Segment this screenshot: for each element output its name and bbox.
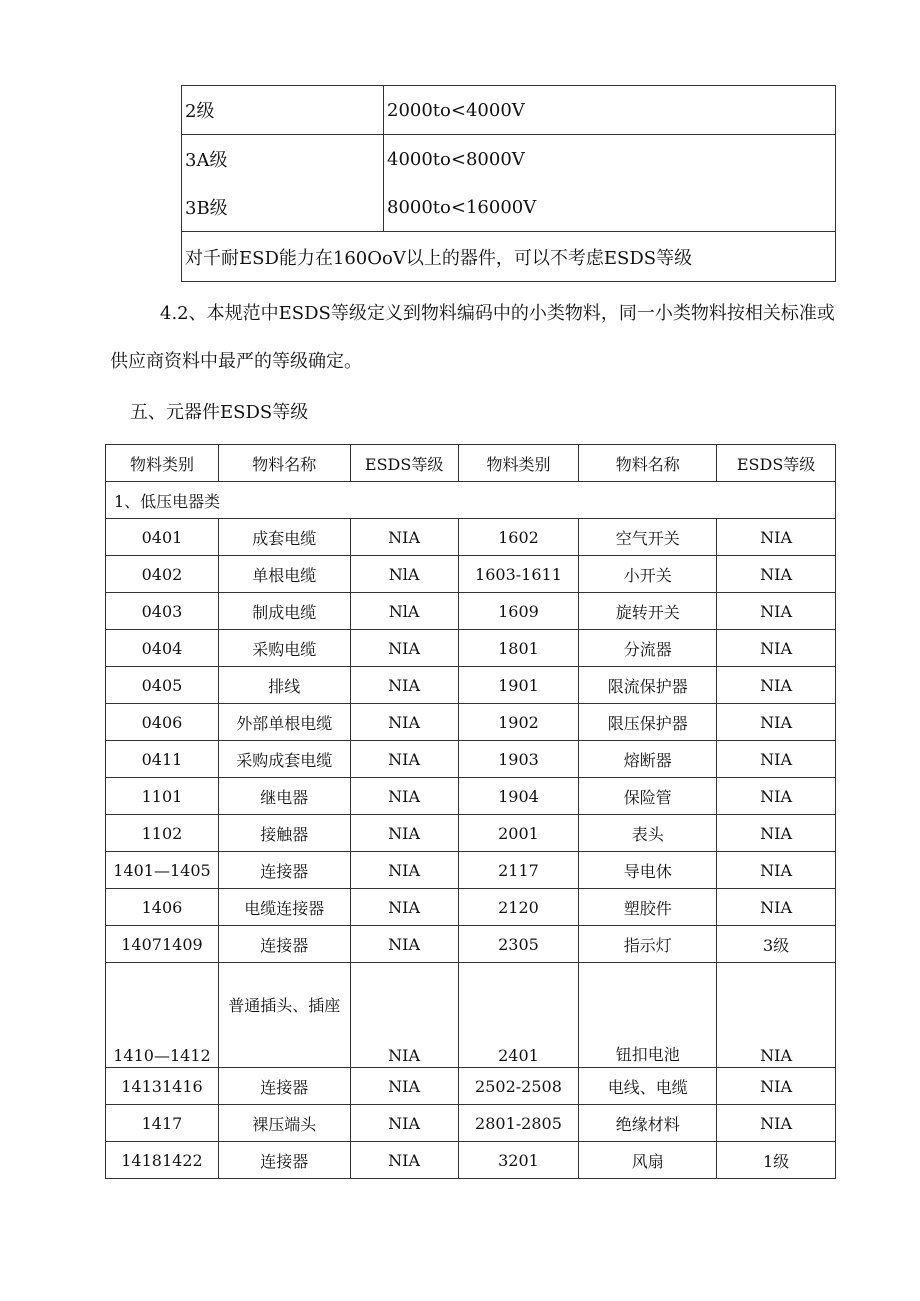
level-row: [182, 86, 836, 135]
table-row: [106, 593, 836, 630]
category-cell: 1602: [458, 519, 579, 556]
category-cell: 2001: [458, 815, 579, 852]
level-row: [182, 183, 836, 232]
note-cell: 对千耐ESD能力在160OoV以上的器件，可以不考虑ESDS等级: [182, 232, 836, 282]
esds-cell: NIA: [717, 963, 836, 1068]
level-cell: 3B级: [182, 183, 384, 232]
name-cell: 连接器: [218, 1142, 350, 1179]
esds-cell: NIA: [717, 667, 836, 704]
name-cell: 限流保护器: [579, 667, 717, 704]
table-row: [106, 704, 836, 741]
header-name: 物料名称: [218, 445, 350, 482]
range-cell: 4000to<8000V: [384, 135, 836, 184]
esds-cell: NIA: [350, 778, 458, 815]
range-cell: 2000to<4000V: [384, 86, 836, 135]
header-category: 物料类别: [106, 445, 219, 482]
name-cell: 绝缘材料: [579, 1105, 717, 1142]
name-cell: 限压保护器: [579, 704, 717, 741]
category-cell: 0411: [106, 741, 219, 778]
name-cell: 保险管: [579, 778, 717, 815]
category-cell: 0404: [106, 630, 219, 667]
header-esds: ESDS等级: [717, 445, 836, 482]
esds-cell: NIA: [717, 593, 836, 630]
section-5-title: 五、元器件ESDS等级: [130, 402, 309, 423]
category-cell: 14131416: [106, 1068, 219, 1105]
esds-level-table: [181, 85, 836, 282]
esds-cell: NIA: [350, 704, 458, 741]
category-cell: 1903: [458, 741, 579, 778]
esds-cell: NlA: [350, 593, 458, 630]
table-row: [106, 1105, 836, 1142]
name-cell: 表头: [579, 815, 717, 852]
table-row: [106, 778, 836, 815]
name-cell: 指示灯: [579, 926, 717, 963]
esds-cell: 1级: [717, 1142, 836, 1179]
name-cell: 连接器: [218, 926, 350, 963]
header-category: 物料类别: [458, 445, 579, 482]
header-name: 物料名称: [579, 445, 717, 482]
category-cell: 0402: [106, 556, 219, 593]
esds-cell: NIA: [717, 630, 836, 667]
table-row: [106, 852, 836, 889]
range-cell: 8000to<16000V: [384, 183, 836, 232]
name-cell: 钮扣电池: [579, 963, 717, 1068]
name-cell: 电线、电缆: [579, 1068, 717, 1105]
name-cell: 成套电缆: [218, 519, 350, 556]
category-cell: 1901: [458, 667, 579, 704]
name-cell: 熔断器: [579, 741, 717, 778]
esds-cell: NIA: [717, 1068, 836, 1105]
name-cell: 裸压端头: [218, 1105, 350, 1142]
name-cell: 接触器: [218, 815, 350, 852]
category-cell: 1101: [106, 778, 219, 815]
esds-cell: NIA: [717, 889, 836, 926]
category-cell: 3201: [458, 1142, 579, 1179]
table-row: [106, 963, 836, 1068]
esds-cell: NIA: [350, 1142, 458, 1179]
table-row: [106, 1142, 836, 1179]
esds-cell: NIA: [717, 704, 836, 741]
name-cell: 塑胶件: [579, 889, 717, 926]
name-cell: 风扇: [579, 1142, 717, 1179]
table-row: [106, 630, 836, 667]
name-cell: 分流器: [579, 630, 717, 667]
esds-cell: NIA: [350, 852, 458, 889]
name-cell: 导电休: [579, 852, 717, 889]
esds-cell: NIA: [350, 667, 458, 704]
name-cell: 继电器: [218, 778, 350, 815]
level-cell: 3A级: [182, 135, 384, 184]
category-cell: 14181422: [106, 1142, 219, 1179]
category-cell: 0403: [106, 593, 219, 630]
esds-cell: NIA: [717, 1105, 836, 1142]
name-cell: 排线: [218, 667, 350, 704]
table-row: [106, 889, 836, 926]
name-cell: 小开关: [579, 556, 717, 593]
esds-cell: NIA: [350, 630, 458, 667]
category-cell: 2801-2805: [458, 1105, 579, 1142]
category-cell: 0406: [106, 704, 219, 741]
category-cell: 0405: [106, 667, 219, 704]
esds-cell: NIA: [717, 815, 836, 852]
name-cell: 制成电缆: [218, 593, 350, 630]
category-cell: 1902: [458, 704, 579, 741]
esds-cell: 3级: [717, 926, 836, 963]
table-row: [106, 556, 836, 593]
esds-cell: NIA: [717, 519, 836, 556]
name-cell: 外部单根电缆: [218, 704, 350, 741]
name-cell: 连接器: [218, 1068, 350, 1105]
esds-cell: NIA: [350, 889, 458, 926]
esds-cell: NIA: [717, 778, 836, 815]
paragraph-4-2: 4.2、本规范中ESDS等级定义到物料编码中的小类物料，同一小类物料按相关标准或供应商资料中最严的等级确定。: [110, 303, 835, 372]
esds-cell: NIA: [350, 926, 458, 963]
category-cell: 1401—1405: [106, 852, 219, 889]
category-cell: 2305: [458, 926, 579, 963]
esds-cell: NIA: [350, 519, 458, 556]
esds-cell: NIA: [350, 963, 458, 1068]
name-cell: 旋转开关: [579, 593, 717, 630]
esds-cell: NIA: [350, 741, 458, 778]
table-row: [106, 667, 836, 704]
name-cell: 采购电缆: [218, 630, 350, 667]
name-cell: 普通插头、插座: [218, 963, 350, 1068]
level-cell: 2级: [182, 86, 384, 135]
table-row: [106, 926, 836, 963]
category-cell: 2502-2508: [458, 1068, 579, 1105]
header-row: [106, 445, 836, 482]
category-cell: 0401: [106, 519, 219, 556]
category-cell: 14071409: [106, 926, 219, 963]
category-cell: 1417: [106, 1105, 219, 1142]
name-cell: 空气开关: [579, 519, 717, 556]
name-cell: 电缆连接器: [218, 889, 350, 926]
components-esds-table: [105, 444, 836, 1179]
category-cell: 1609: [458, 593, 579, 630]
category-cell: 2401: [458, 963, 579, 1068]
esds-cell: NIA: [717, 852, 836, 889]
name-cell: 连接器: [218, 852, 350, 889]
name-cell: 单根电缆: [218, 556, 350, 593]
category-cell: 1410—1412: [106, 963, 219, 1068]
note-row: [182, 232, 836, 282]
esds-cell: NIA: [350, 1068, 458, 1105]
group-row: [106, 482, 836, 519]
esds-cell: NIA: [717, 741, 836, 778]
level-row: [182, 135, 836, 184]
esds-cell: NIA: [350, 1105, 458, 1142]
category-cell: 2120: [458, 889, 579, 926]
category-cell: 1801: [458, 630, 579, 667]
category-cell: 1904: [458, 778, 579, 815]
table-row: [106, 1068, 836, 1105]
header-esds: ESDS等级: [350, 445, 458, 482]
esds-cell: NIA: [350, 815, 458, 852]
name-cell: 采购成套电缆: [218, 741, 350, 778]
table-row: [106, 519, 836, 556]
group-label: 1、低压电器类: [106, 482, 836, 519]
category-cell: 1102: [106, 815, 219, 852]
esds-cell: NIA: [717, 556, 836, 593]
esds-cell: NlA: [350, 556, 458, 593]
category-cell: 2117: [458, 852, 579, 889]
table-row: [106, 815, 836, 852]
table-row: [106, 741, 836, 778]
category-cell: 1603-1611: [458, 556, 579, 593]
category-cell: 1406: [106, 889, 219, 926]
